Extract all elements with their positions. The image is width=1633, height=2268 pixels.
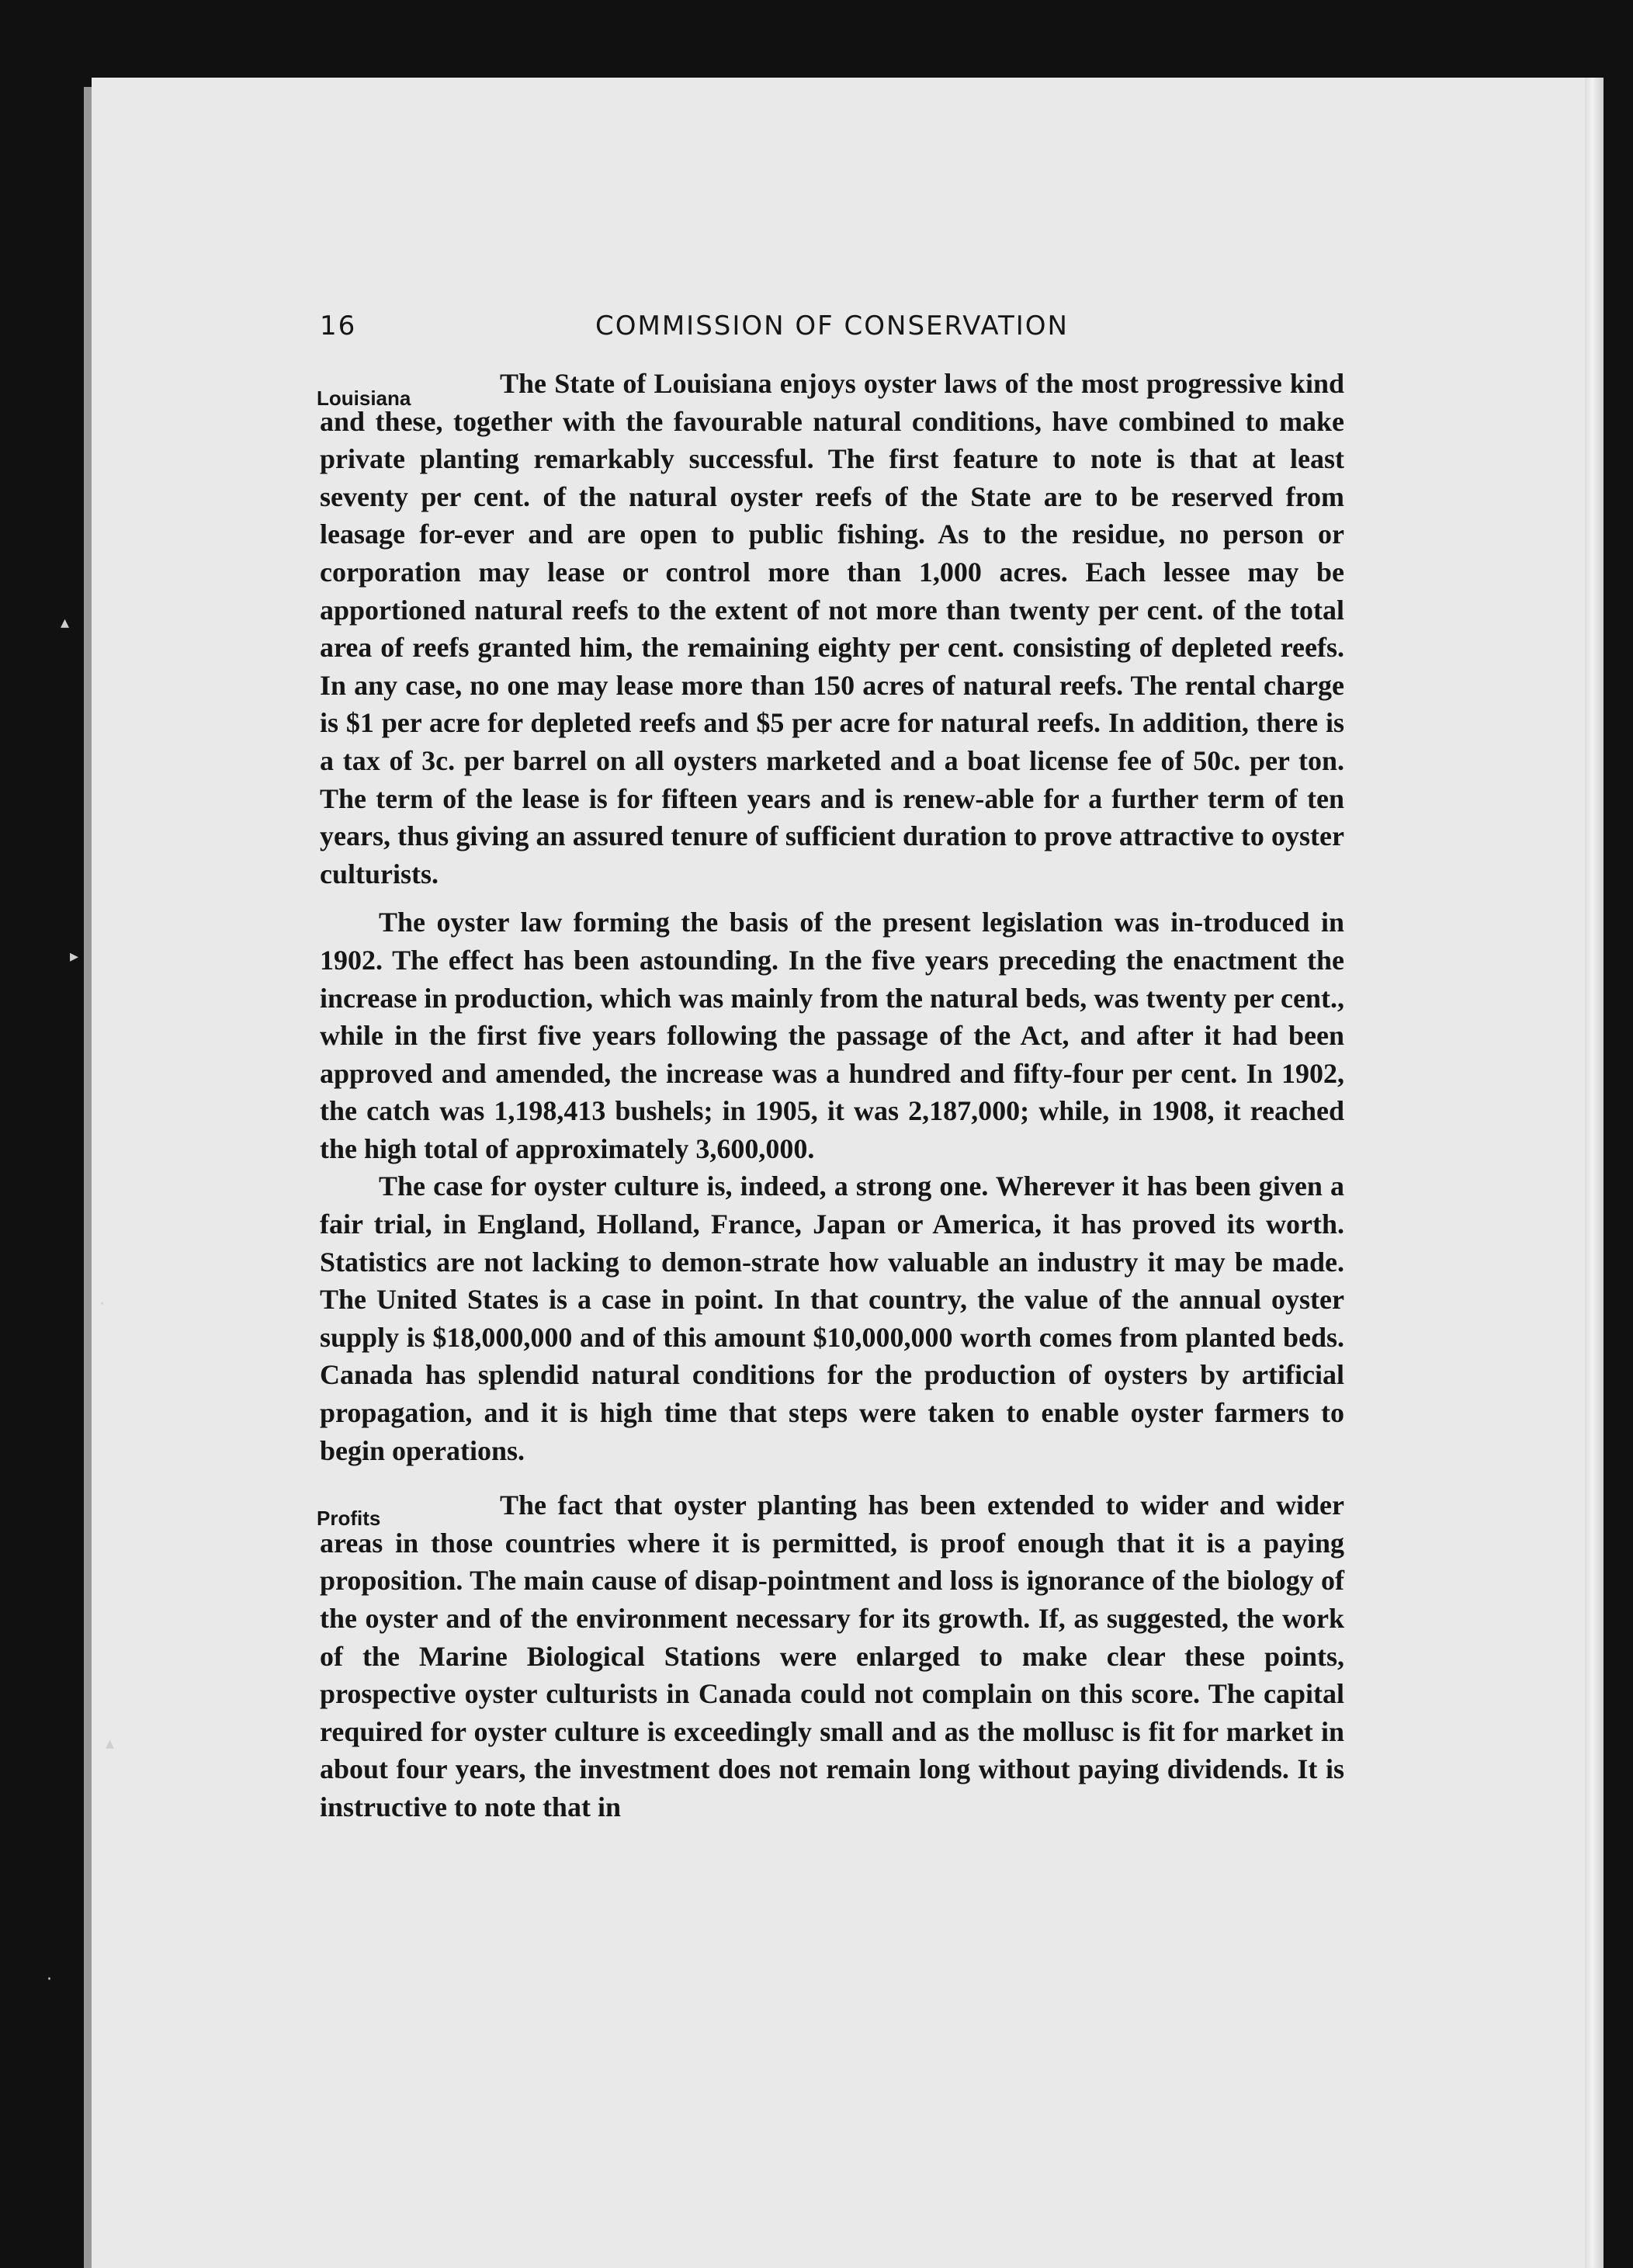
page-edge bbox=[1585, 78, 1604, 2268]
page-text-block bbox=[317, 310, 1344, 1826]
side-heading-louisiana: Louisiana bbox=[317, 387, 411, 410]
scan-speck-icon: · bbox=[47, 1970, 52, 1989]
scan-speck-icon: ▴ bbox=[106, 1734, 115, 1753]
page-number: 16 bbox=[320, 310, 357, 342]
running-title: COMMISSION OF CONSERVATION bbox=[595, 310, 1069, 342]
scan-speck-icon: ▸ bbox=[70, 947, 79, 966]
paragraph: The oyster law forming the basis of the present legislation was in-troduced in 1902. The effect has been astounding. In the five years preceding the enactment the increase in production, which was mainly from the natural beds, was twenty per cent., while in the first five years following the passage of the Act, and after it had been approved and amended, the increase was a hundred and fifty-four per cent. In 1902, the catch was 1,198,413 bushels; in 1905, it was 2,187,000; while, in 1908, it reached the high total of approximately 3,600,000. bbox=[320, 907, 1344, 1164]
section-profits bbox=[317, 1486, 1344, 1826]
running-header bbox=[320, 310, 1344, 342]
paragraph: The fact that oyster planting has been extended to wider and wider areas in those countries where it is permitted, is proof enough that it is a paying proposition. The main cause of disap-pointment and loss is ignorance of the biology of the oyster and of the environment necessary for its growth. If, as suggested, the work of the Marine Biological Stations were enlarged to make clear these points, prospective oyster culturists in Canada could not complain on this score. The capital required for oyster culture is exceedingly small and as the mollusc is fit for market in about four years, the investment does not remain long without paying dividends. It is instructive to note that in bbox=[320, 1489, 1344, 1822]
paragraph: The State of Louisiana enjoys oyster laws of the most progressive kind and these, together with the favourable natural conditions, have combined to make private planting remarkably successful. The first feature to note is that at least seventy per cent. of the natural oyster reefs of the State are to be reserved from leasage for-ever and are open to public fishing. As to the residue, no person or corporation may lease or control more than 1,000 acres. Each lessee may be apportioned natural reefs to the extent of not more than twenty per cent. of the total area of reefs granted him, the remaining eighty per cent. consisting of depleted reefs. In any case, no one may lease more than 150 acres of natural reefs. The rental charge is $1 per acre for depleted reefs and $5 per acre for natural reefs. In addition, there is a tax of 3c. per barrel on all oysters marketed and a boat license fee of 50c. per ton. The term of the lease is for fifteen years and is renew-able for a further term of ten years, thus giving an assured tenure of sufficient duration to prove attractive to oyster culturists. bbox=[320, 368, 1344, 890]
side-heading-profits: Profits bbox=[317, 1507, 381, 1531]
binding-gutter bbox=[84, 87, 92, 2268]
scan-speck-icon: · bbox=[99, 1295, 105, 1314]
paragraph: The case for oyster culture is, indeed, a strong one. Wherever it has been given a fair trial, in England, Holland, France, Japan or America, it has proved its worth. Statistics are not lacking to demon-strate how valuable an industry it may be made. The United States is a case in point. In that country, the value of the annual oyster supply is $18,000,000 and of this amount $10,000,000 worth comes from planted beds. Canada has splendid natural conditions for the production of oysters by artificial propagation, and it is high time that steps were taken to enable oyster farmers to begin operations. bbox=[320, 1170, 1344, 1466]
scan-speck-icon: ▴ bbox=[61, 613, 70, 633]
section-louisiana bbox=[317, 365, 1344, 1469]
